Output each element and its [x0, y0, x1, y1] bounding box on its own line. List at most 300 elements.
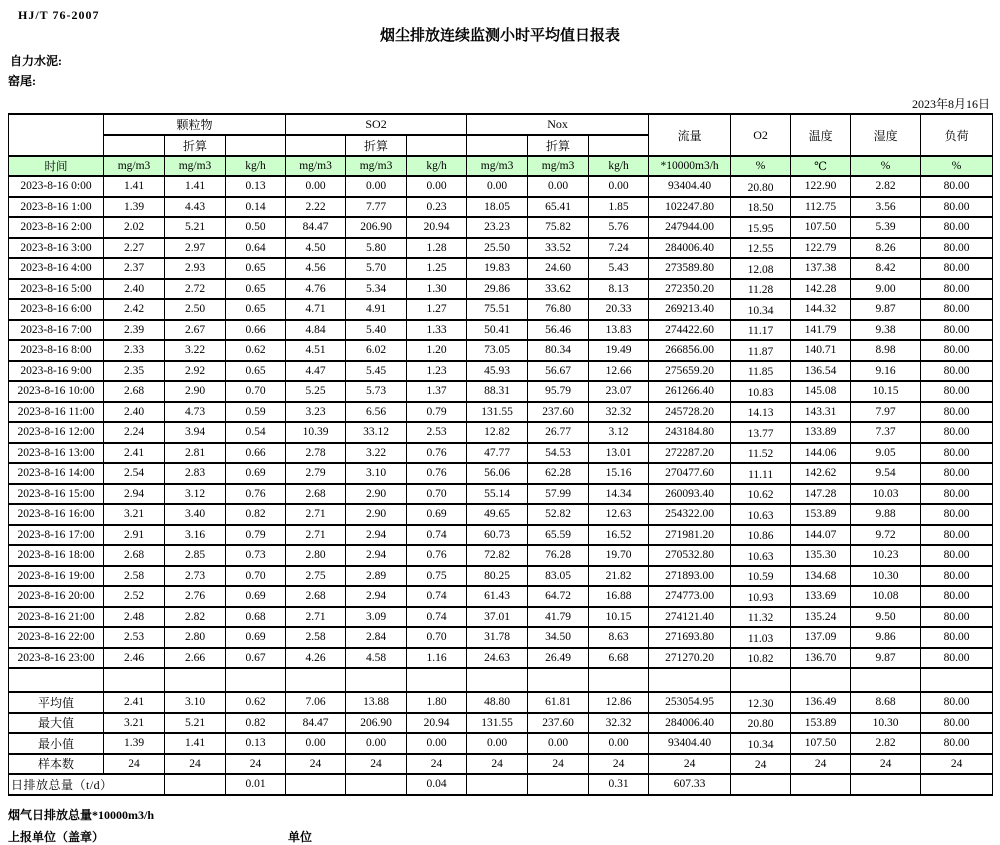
value-cell: 266856.00 [649, 340, 731, 361]
value-cell: 20.94 [407, 713, 467, 734]
value-cell: 2.58 [104, 566, 165, 587]
value-cell: 245728.20 [649, 402, 731, 423]
value-cell: 80.00 [921, 217, 993, 238]
value-cell: 1.41 [165, 176, 226, 197]
value-cell: 0.54 [226, 422, 286, 443]
company-name: 自力水泥: [10, 54, 62, 68]
value-cell: 153.89 [791, 504, 851, 525]
value-cell [851, 668, 921, 692]
value-cell [286, 774, 346, 795]
value-cell: 80.00 [921, 361, 993, 382]
value-cell: 0.00 [286, 733, 346, 754]
value-cell: 12.63 [589, 504, 649, 525]
value-cell [104, 668, 165, 692]
value-cell: 2.52 [104, 586, 165, 607]
value-cell: 93404.40 [649, 176, 731, 197]
value-cell: 11.32 [731, 607, 791, 628]
value-cell: 5.45 [346, 361, 407, 382]
value-cell: 10.03 [851, 484, 921, 505]
converted-label-nox: 折算 [528, 135, 589, 156]
value-cell: 20.94 [407, 217, 467, 238]
value-cell: 65.41 [528, 197, 589, 218]
value-cell: 29.86 [467, 279, 528, 300]
value-cell: 5.21 [165, 713, 226, 734]
value-cell: 2.84 [346, 627, 407, 648]
value-cell: 2.68 [286, 586, 346, 607]
value-cell: 24 [286, 754, 346, 775]
value-cell: 2.92 [165, 361, 226, 382]
value-cell: 16.52 [589, 525, 649, 546]
value-cell: 61.81 [528, 692, 589, 713]
value-cell: 16.88 [589, 586, 649, 607]
value-cell: 2.72 [165, 279, 226, 300]
value-cell: 10.59 [731, 566, 791, 587]
table-row [9, 381, 993, 402]
value-cell: 2.39 [104, 320, 165, 341]
value-cell: 142.62 [791, 463, 851, 484]
value-cell: 33.62 [528, 279, 589, 300]
value-cell: 5.43 [589, 258, 649, 279]
value-cell: 102247.80 [649, 197, 731, 218]
value-cell: 2.90 [346, 504, 407, 525]
value-cell: 0.76 [226, 484, 286, 505]
value-cell: 62.28 [528, 463, 589, 484]
table-row [9, 299, 993, 320]
time-cell: 2023-8-16 15:00 [9, 484, 104, 505]
value-cell [921, 774, 993, 795]
value-cell: 11.11 [731, 463, 791, 484]
blank-corner-cell [9, 114, 104, 156]
unit-so2-conv-mg: mg/m3 [346, 156, 407, 176]
value-cell: 1.85 [589, 197, 649, 218]
unit-nox-kgh: kg/h [589, 156, 649, 176]
value-cell: 131.55 [467, 713, 528, 734]
value-cell: 9.05 [851, 443, 921, 464]
value-cell: 9.00 [851, 279, 921, 300]
table-row [9, 238, 993, 259]
value-cell: 0.00 [346, 176, 407, 197]
table-row [9, 586, 993, 607]
value-cell: 80.00 [921, 176, 993, 197]
value-cell: 122.79 [791, 238, 851, 259]
value-cell: 2.53 [104, 627, 165, 648]
value-cell: 143.31 [791, 402, 851, 423]
value-cell: 3.21 [104, 713, 165, 734]
value-cell: 0.76 [407, 443, 467, 464]
value-cell: 95.79 [528, 381, 589, 402]
group-header-temp: 温度 [791, 114, 851, 156]
unit-flow: *10000m3/h [649, 156, 731, 176]
value-cell: 9.86 [851, 627, 921, 648]
value-cell: 253054.95 [649, 692, 731, 713]
value-cell: 254322.00 [649, 504, 731, 525]
value-cell [791, 668, 851, 692]
value-cell: 11.17 [731, 320, 791, 341]
time-cell: 2023-8-16 1:00 [9, 197, 104, 218]
value-cell: 0.31 [589, 774, 649, 795]
value-cell: 261266.40 [649, 381, 731, 402]
table-row [9, 217, 993, 238]
value-cell: 3.56 [851, 197, 921, 218]
value-cell: 0.65 [226, 258, 286, 279]
value-cell: 18.05 [467, 197, 528, 218]
value-cell: 19.83 [467, 258, 528, 279]
value-cell: 0.00 [346, 733, 407, 754]
value-cell: 3.23 [286, 402, 346, 423]
value-cell: 24 [104, 754, 165, 775]
blank-cell [467, 135, 528, 156]
table-row [9, 504, 993, 525]
value-cell: 10.34 [731, 733, 791, 754]
time-cell: 2023-8-16 20:00 [9, 586, 104, 607]
blank-cell [407, 135, 467, 156]
value-cell: 2.24 [104, 422, 165, 443]
value-cell: 80.00 [921, 525, 993, 546]
value-cell: 3.10 [346, 463, 407, 484]
value-cell: 10.63 [731, 545, 791, 566]
value-cell: 47.77 [467, 443, 528, 464]
value-cell: 0.69 [407, 504, 467, 525]
value-cell: 3.22 [346, 443, 407, 464]
value-cell: 137.38 [791, 258, 851, 279]
value-cell: 0.73 [226, 545, 286, 566]
value-cell: 10.83 [731, 381, 791, 402]
time-cell: 2023-8-16 22:00 [9, 627, 104, 648]
value-cell [165, 774, 226, 795]
value-cell: 3.21 [104, 504, 165, 525]
value-cell: 275659.20 [649, 361, 731, 382]
value-cell: 10.15 [851, 381, 921, 402]
value-cell: 11.87 [731, 340, 791, 361]
table-row [9, 607, 993, 628]
value-cell: 1.27 [407, 299, 467, 320]
report-signature-line [8, 828, 1000, 845]
value-cell: 3.12 [165, 484, 226, 505]
value-cell: 1.41 [104, 176, 165, 197]
time-cell: 2023-8-16 10:00 [9, 381, 104, 402]
blank-cell [9, 668, 104, 692]
value-cell: 50.41 [467, 320, 528, 341]
value-cell: 2.82 [851, 733, 921, 754]
value-cell: 80.00 [921, 340, 993, 361]
value-cell [346, 668, 407, 692]
value-cell: 5.73 [346, 381, 407, 402]
value-cell: 2.91 [104, 525, 165, 546]
table-row [9, 484, 993, 505]
value-cell: 0.76 [407, 463, 467, 484]
value-cell: 0.64 [226, 238, 286, 259]
value-cell [286, 668, 346, 692]
total-label-cell: 日排放总量（t/d） [9, 774, 165, 795]
value-cell [649, 668, 731, 692]
value-cell: 0.00 [286, 176, 346, 197]
group-header-so2: SO2 [286, 114, 467, 135]
value-cell: 0.76 [407, 545, 467, 566]
time-cell: 2023-8-16 7:00 [9, 320, 104, 341]
value-cell: 84.47 [286, 713, 346, 734]
summary-row [9, 733, 993, 754]
value-cell: 33.52 [528, 238, 589, 259]
value-cell: 122.90 [791, 176, 851, 197]
value-cell: 26.49 [528, 648, 589, 669]
value-cell: 2.82 [165, 607, 226, 628]
value-cell: 10.23 [851, 545, 921, 566]
value-cell: 2.40 [104, 279, 165, 300]
value-cell: 2.54 [104, 463, 165, 484]
table-row [9, 463, 993, 484]
value-cell: 2.02 [104, 217, 165, 238]
value-cell: 3.40 [165, 504, 226, 525]
time-cell: 2023-8-16 16:00 [9, 504, 104, 525]
value-cell: 88.31 [467, 381, 528, 402]
value-cell: 11.85 [731, 361, 791, 382]
value-cell: 2.58 [286, 627, 346, 648]
value-cell: 8.42 [851, 258, 921, 279]
value-cell: 80.00 [921, 320, 993, 341]
value-cell: 2.80 [286, 545, 346, 566]
value-cell: 144.06 [791, 443, 851, 464]
value-cell: 12.82 [467, 422, 528, 443]
value-cell: 1.16 [407, 648, 467, 669]
value-cell: 9.88 [851, 504, 921, 525]
value-cell: 2.67 [165, 320, 226, 341]
value-cell: 1.33 [407, 320, 467, 341]
value-cell: 0.04 [407, 774, 467, 795]
summary-label-cell: 平均值 [9, 692, 104, 713]
value-cell: 131.55 [467, 402, 528, 423]
value-cell: 0.70 [226, 381, 286, 402]
value-cell: 56.06 [467, 463, 528, 484]
value-cell: 13.88 [346, 692, 407, 713]
value-cell: 9.38 [851, 320, 921, 341]
value-cell: 20.80 [731, 713, 791, 734]
summary-row [9, 692, 993, 713]
table-row [9, 176, 993, 197]
value-cell: 9.87 [851, 648, 921, 669]
table-row [9, 258, 993, 279]
value-cell: 80.00 [921, 607, 993, 628]
value-cell: 37.01 [467, 607, 528, 628]
unit-pm-mg: mg/m3 [104, 156, 165, 176]
spacer-row [9, 668, 993, 692]
report-date: 2023年8月16日 [911, 97, 990, 111]
value-cell: 24 [649, 754, 731, 775]
value-cell: 0.69 [226, 586, 286, 607]
unit-nox-conv-mg: mg/m3 [528, 156, 589, 176]
value-cell: 10.08 [851, 586, 921, 607]
value-cell: 107.50 [791, 733, 851, 754]
value-cell: 57.99 [528, 484, 589, 505]
value-cell: 12.66 [589, 361, 649, 382]
group-header-flow: 流量 [649, 114, 731, 156]
value-cell: 0.65 [226, 361, 286, 382]
value-cell: 60.73 [467, 525, 528, 546]
value-cell: 2.71 [286, 525, 346, 546]
value-cell: 10.93 [731, 586, 791, 607]
value-cell: 24.63 [467, 648, 528, 669]
value-cell: 0.82 [226, 713, 286, 734]
value-cell: 24 [165, 754, 226, 775]
value-cell: 19.49 [589, 340, 649, 361]
value-cell: 9.16 [851, 361, 921, 382]
unit-label: 单位 [288, 829, 313, 844]
value-cell: 0.13 [226, 176, 286, 197]
summary-row [9, 754, 993, 775]
value-cell: 2.94 [346, 525, 407, 546]
time-cell: 2023-8-16 18:00 [9, 545, 104, 566]
value-cell: 4.84 [286, 320, 346, 341]
value-cell: 80.00 [921, 381, 993, 402]
group-header-load: 负荷 [921, 114, 993, 156]
value-cell: 10.15 [589, 607, 649, 628]
value-cell: 80.25 [467, 566, 528, 587]
value-cell: 2.37 [104, 258, 165, 279]
value-cell: 2.71 [286, 504, 346, 525]
value-cell: 1.28 [407, 238, 467, 259]
group-header-nox: Nox [467, 114, 649, 135]
value-cell: 243184.80 [649, 422, 731, 443]
value-cell: 0.70 [407, 627, 467, 648]
value-cell [467, 774, 528, 795]
value-cell [226, 668, 286, 692]
value-cell: 0.00 [589, 733, 649, 754]
value-cell: 9.54 [851, 463, 921, 484]
value-cell: 7.37 [851, 422, 921, 443]
value-cell: 3.16 [165, 525, 226, 546]
value-cell: 10.39 [286, 422, 346, 443]
table-body [9, 176, 993, 795]
value-cell: 272350.20 [649, 279, 731, 300]
value-cell: 2.68 [286, 484, 346, 505]
value-cell: 45.93 [467, 361, 528, 382]
value-cell: 13.83 [589, 320, 649, 341]
value-cell: 1.37 [407, 381, 467, 402]
value-cell: 2.35 [104, 361, 165, 382]
value-cell: 6.68 [589, 648, 649, 669]
blank-cell [104, 135, 165, 156]
value-cell [407, 668, 467, 692]
value-cell: 1.39 [104, 197, 165, 218]
value-cell: 80.00 [921, 648, 993, 669]
value-cell: 144.32 [791, 299, 851, 320]
value-cell: 0.70 [407, 484, 467, 505]
value-cell: 0.82 [226, 504, 286, 525]
value-cell: 23.23 [467, 217, 528, 238]
value-cell: 7.06 [286, 692, 346, 713]
time-cell: 2023-8-16 17:00 [9, 525, 104, 546]
value-cell: 0.67 [226, 648, 286, 669]
value-cell: 0.00 [467, 733, 528, 754]
value-cell: 10.82 [731, 648, 791, 669]
value-cell: 144.07 [791, 525, 851, 546]
unit-so2-mg: mg/m3 [286, 156, 346, 176]
value-cell: 9.87 [851, 299, 921, 320]
time-cell: 2023-8-16 13:00 [9, 443, 104, 464]
value-cell: 10.30 [851, 566, 921, 587]
table-row [9, 627, 993, 648]
value-cell: 107.50 [791, 217, 851, 238]
value-cell: 0.00 [407, 176, 467, 197]
value-cell: 0.79 [407, 402, 467, 423]
value-cell: 0.00 [528, 733, 589, 754]
value-cell: 55.14 [467, 484, 528, 505]
value-cell: 2.76 [165, 586, 226, 607]
value-cell: 4.71 [286, 299, 346, 320]
value-cell: 80.00 [921, 463, 993, 484]
value-cell: 80.00 [921, 258, 993, 279]
value-cell: 8.68 [851, 692, 921, 713]
time-cell: 2023-8-16 14:00 [9, 463, 104, 484]
value-cell: 64.72 [528, 586, 589, 607]
table-row [9, 340, 993, 361]
value-cell: 24 [921, 754, 993, 775]
value-cell: 271270.20 [649, 648, 731, 669]
value-cell: 4.58 [346, 648, 407, 669]
time-cell: 2023-8-16 5:00 [9, 279, 104, 300]
group-header-pm: 颗粒物 [104, 114, 286, 135]
group-header-humidity: 湿度 [851, 114, 921, 156]
time-cell: 2023-8-16 8:00 [9, 340, 104, 361]
value-cell [921, 668, 993, 692]
value-cell: 26.77 [528, 422, 589, 443]
value-cell: 19.70 [589, 545, 649, 566]
value-cell: 1.25 [407, 258, 467, 279]
value-cell: 0.62 [226, 692, 286, 713]
value-cell: 80.00 [921, 299, 993, 320]
value-cell: 5.25 [286, 381, 346, 402]
value-cell: 153.89 [791, 713, 851, 734]
value-cell: 2.42 [104, 299, 165, 320]
value-cell: 73.05 [467, 340, 528, 361]
value-cell: 0.74 [407, 607, 467, 628]
unit-header-row [9, 156, 993, 176]
value-cell: 32.32 [589, 402, 649, 423]
value-cell: 8.63 [589, 627, 649, 648]
value-cell: 0.69 [226, 463, 286, 484]
time-cell: 2023-8-16 4:00 [9, 258, 104, 279]
value-cell: 2.71 [286, 607, 346, 628]
summary-label-cell: 最大值 [9, 713, 104, 734]
summary-label-cell: 样本数 [9, 754, 104, 775]
value-cell: 0.62 [226, 340, 286, 361]
value-cell: 136.54 [791, 361, 851, 382]
value-cell: 4.26 [286, 648, 346, 669]
unit-pm-kgh: kg/h [226, 156, 286, 176]
value-cell: 3.09 [346, 607, 407, 628]
time-cell: 2023-8-16 9:00 [9, 361, 104, 382]
value-cell: 2.81 [165, 443, 226, 464]
value-cell: 134.68 [791, 566, 851, 587]
value-cell: 2.94 [346, 545, 407, 566]
value-cell: 2.94 [104, 484, 165, 505]
value-cell: 61.43 [467, 586, 528, 607]
value-cell: 80.00 [921, 627, 993, 648]
value-cell: 76.28 [528, 545, 589, 566]
value-cell: 52.82 [528, 504, 589, 525]
unit-so2-kgh: kg/h [407, 156, 467, 176]
value-cell [791, 774, 851, 795]
value-cell: 6.56 [346, 402, 407, 423]
time-cell: 2023-8-16 3:00 [9, 238, 104, 259]
value-cell: 18.50 [731, 197, 791, 218]
value-cell: 2.90 [346, 484, 407, 505]
unit-temp-c: ℃ [791, 156, 851, 176]
value-cell: 3.12 [589, 422, 649, 443]
value-cell: 49.65 [467, 504, 528, 525]
value-cell: 237.60 [528, 402, 589, 423]
unit-o2-pct: % [731, 156, 791, 176]
value-cell: 5.34 [346, 279, 407, 300]
